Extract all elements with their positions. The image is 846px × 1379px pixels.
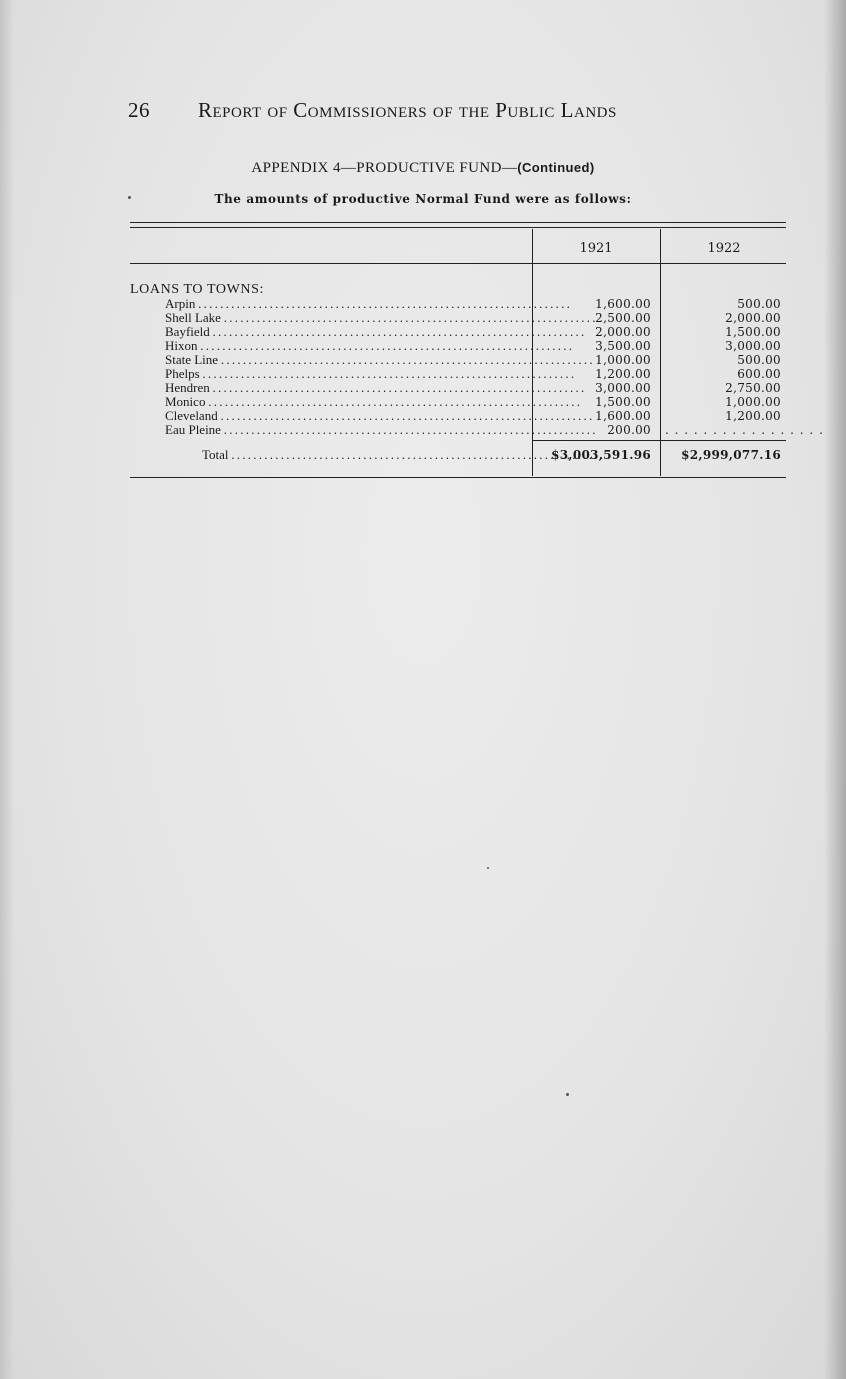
value-1922: 2,000.00 [725,311,781,325]
value-1922: 600.00 [737,367,781,381]
appendix-title [0,160,846,177]
value-1922: 500.00 [737,353,781,367]
town-name: Arpin . . . [165,297,529,311]
town-name: Hixon . . . [165,339,529,353]
town-name: Cleveland . . . [165,409,529,423]
total-label: Total . . . [202,448,529,462]
table-row [165,325,787,339]
town-name: Bayfield . . . [165,325,529,339]
value-1921: 200.00 [607,423,651,437]
value-1922: 2,750.00 [725,381,781,395]
table-caption: The amounts of productive Normal Fund were as follows: [214,192,632,206]
value-1921: 2,500.00 [595,311,651,325]
table-row [165,395,787,409]
town-name: Shell Lake . . . [165,311,529,325]
town-name: Eau Pleine . . . [165,423,529,437]
value-1922: 500.00 [737,297,781,311]
appendix-title-text: APPENDIX 4—PRODUCTIVE FUND— [251,160,518,176]
table-row [165,353,787,367]
table-row [165,422,824,437]
paper-speck [128,196,131,199]
table-top-rule-inner [130,227,786,228]
town-name: Monico . . . [165,395,529,409]
value-1921: 1,200.00 [595,367,651,381]
total-1922: $2,999,077.16 [681,448,781,462]
page-number: 26 [128,98,150,122]
total-top-rule [532,440,786,441]
town-name: Hendren . . . [165,381,529,395]
value-1921: 3,000.00 [595,381,651,395]
table-bottom-rule [130,477,786,478]
table-row [165,311,787,325]
value-1921: 1,500.00 [595,395,651,409]
table-row [165,367,787,381]
value-1921: 3,500.00 [595,339,651,353]
table-top-rule [130,222,786,223]
running-header [128,98,748,123]
total-row [202,448,787,462]
paper-speck [566,1093,569,1096]
town-name: State Line . . . [165,353,529,367]
section-label: LOANS TO TOWNS: [130,282,264,297]
header-rule [130,263,786,264]
running-title: Report of Commissioners of the Public Lands [198,98,617,122]
value-1921: 1,000.00 [595,353,651,367]
table-row [165,381,787,395]
paper-speck [487,867,489,869]
page-edge-left [0,0,14,1379]
value-1921: 2,000.00 [595,325,651,339]
value-1922: 3,000.00 [725,339,781,353]
table-row [165,339,787,353]
value-1922-empty: . . . . . . . . . . . . . . . . . [665,423,824,437]
town-name: Phelps . . . [165,367,529,381]
column-header-1922: 1922 [707,241,741,256]
value-1921: 1,600.00 [595,409,651,423]
value-1922: 1,500.00 [725,325,781,339]
table-row [165,409,787,423]
column-header-1921: 1921 [579,241,613,256]
continued-label: (Continued) [517,160,595,175]
value-1922: 1,000.00 [725,395,781,409]
total-1921: $3,003,591.96 [551,448,651,462]
value-1922: 1,200.00 [725,409,781,423]
page-edge-right [824,0,846,1379]
value-1921: 1,600.00 [595,297,651,311]
table-row [165,297,787,311]
